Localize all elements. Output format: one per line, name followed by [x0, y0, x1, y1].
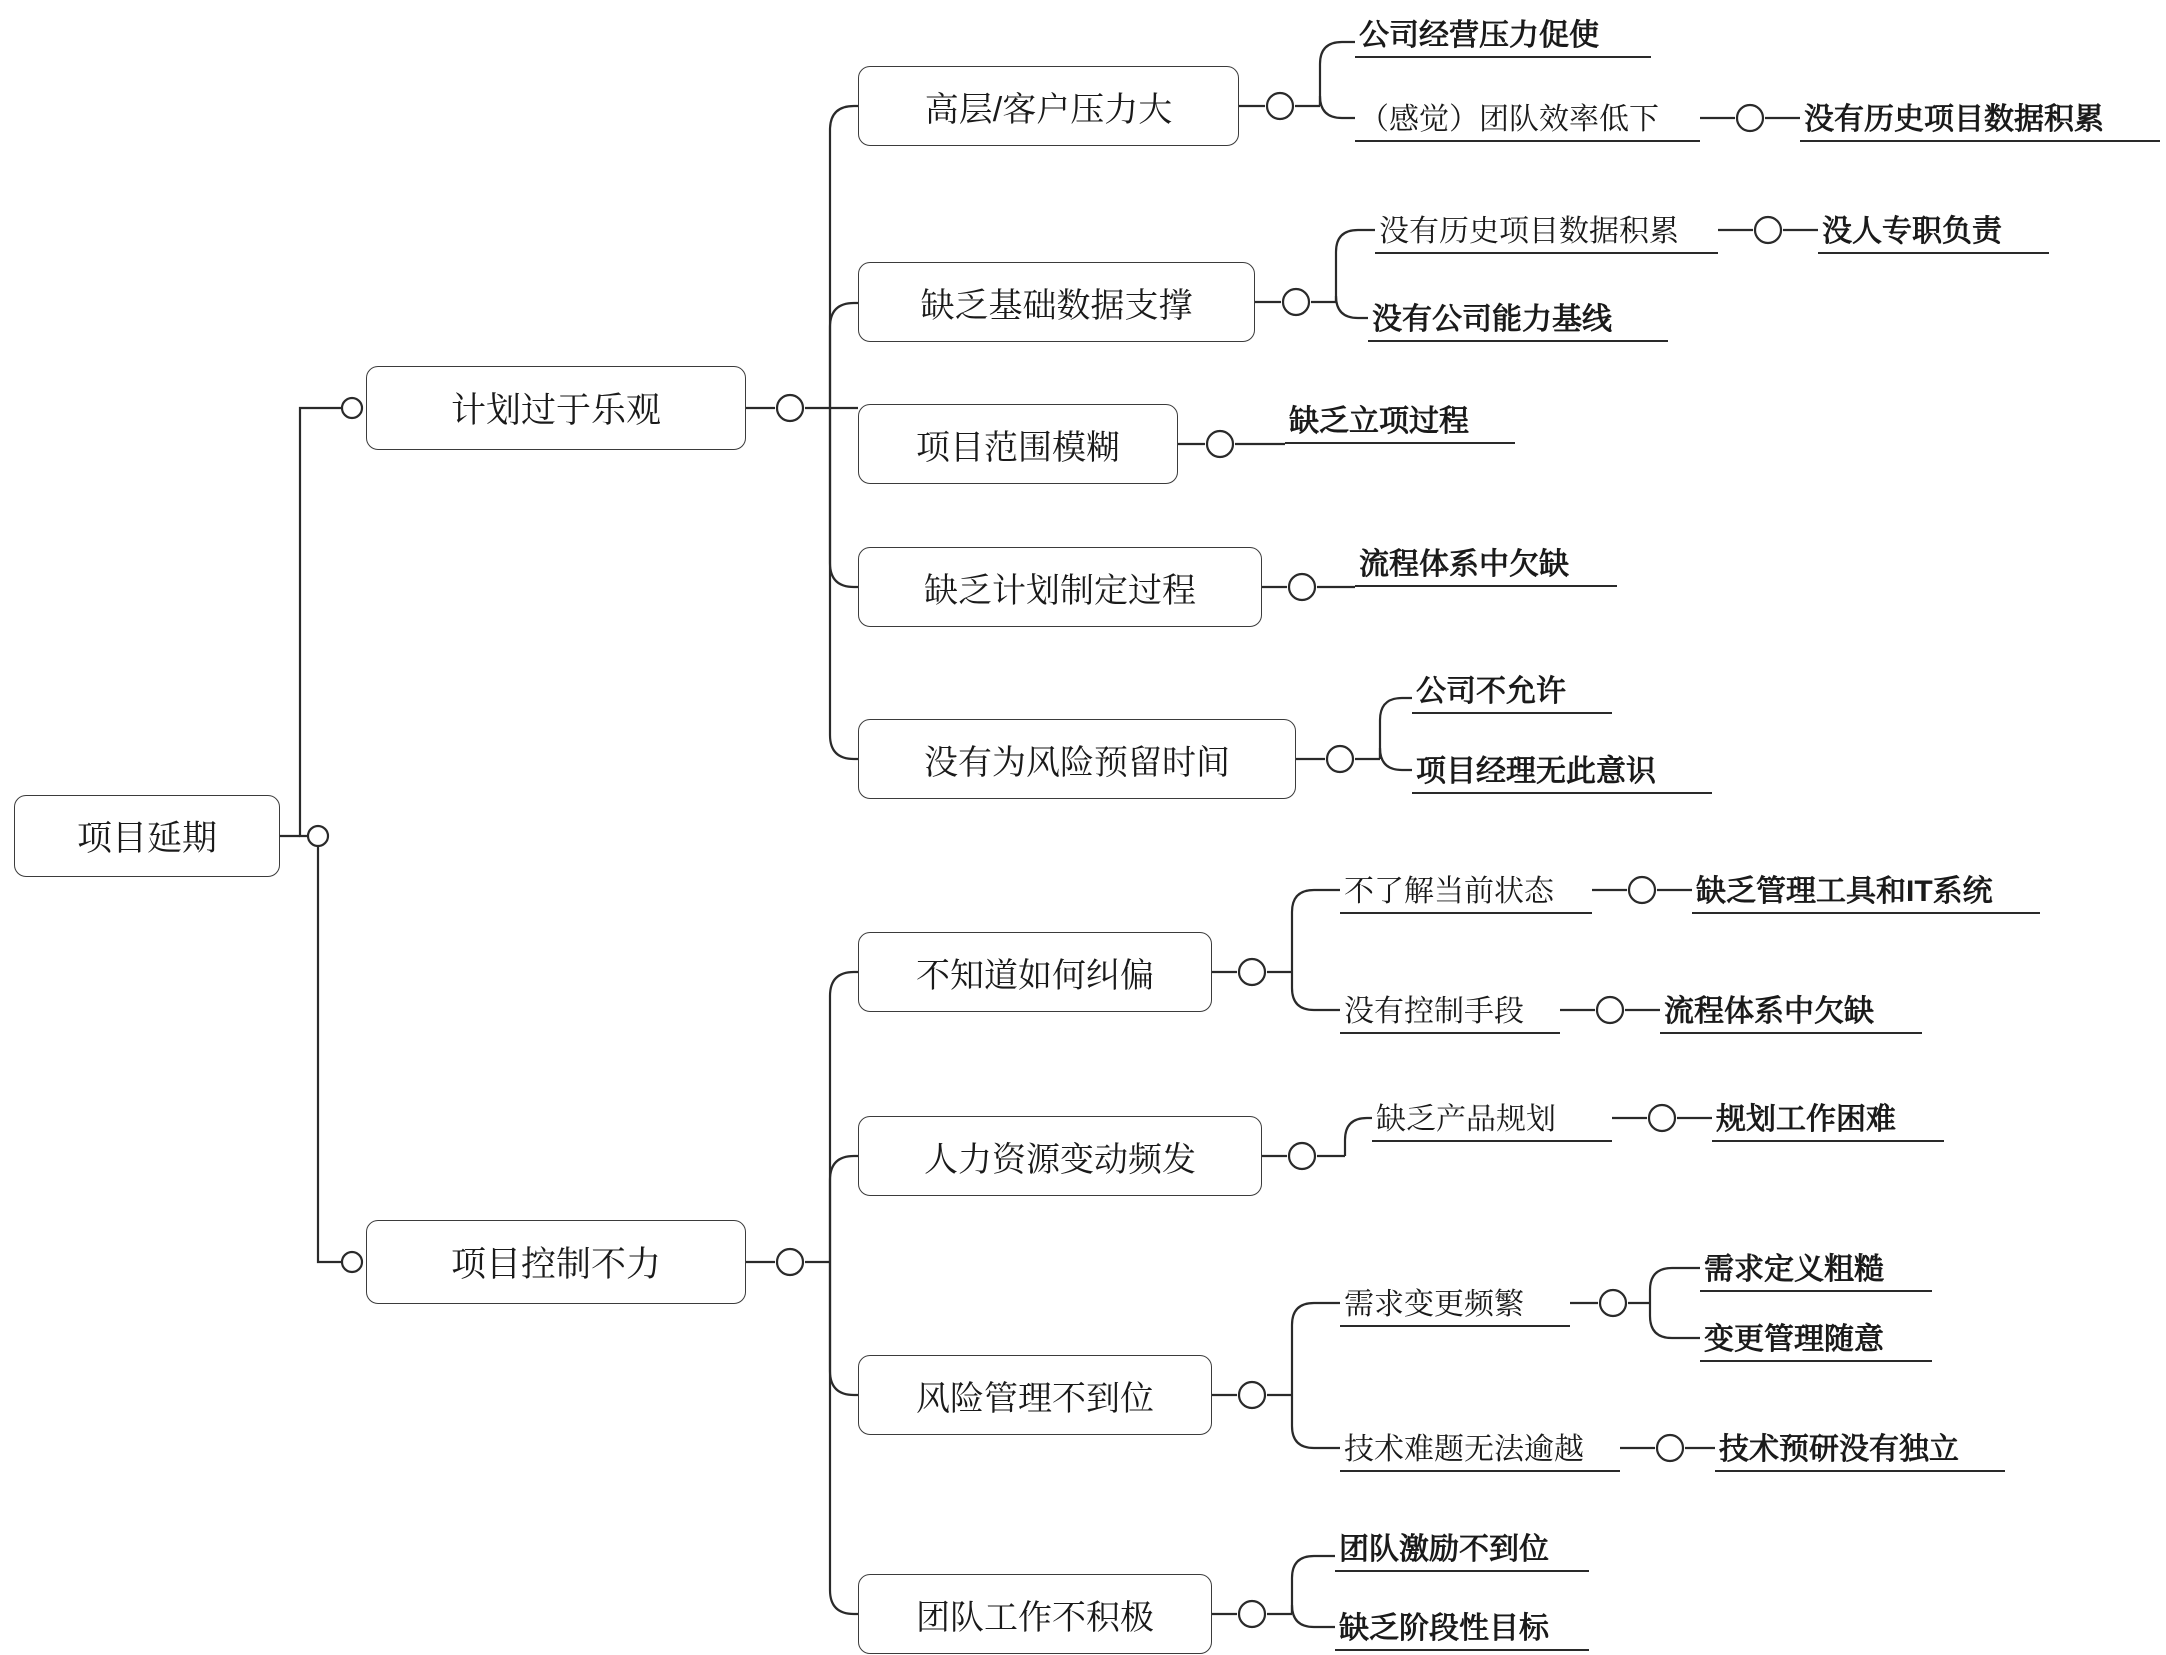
collapse-handle-b2c2[interactable] — [1289, 1143, 1315, 1169]
collapse-handle-root[interactable] — [308, 826, 328, 846]
collapse-handle-b1c1g2[interactable] — [1737, 105, 1763, 131]
node-b1-c5[interactable]: 没有为风险预留时间 — [858, 719, 1296, 799]
collapse-handle-b1c4[interactable] — [1289, 574, 1315, 600]
node-b2-c1-g1-h1[interactable]: 缺乏管理工具和IT系统 — [1692, 866, 2040, 914]
collapse-handle-b2[interactable] — [777, 1249, 803, 1275]
node-b2-c3[interactable]: 风险管理不到位 — [858, 1355, 1212, 1435]
node-b2-c3-g1-h2[interactable]: 变更管理随意 — [1700, 1314, 1932, 1362]
node-b2-c3-g2[interactable]: 技术难题无法逾越 — [1340, 1424, 1620, 1472]
collapse-handle-b1c3[interactable] — [1207, 431, 1233, 457]
branch-node-2[interactable]: 项目控制不力 — [366, 1220, 746, 1304]
node-b2-c4[interactable]: 团队工作不积极 — [858, 1574, 1212, 1654]
node-b2-c3-g2-h1[interactable]: 技术预研没有独立 — [1715, 1424, 2005, 1472]
collapse-handle-b2c1g1[interactable] — [1629, 877, 1655, 903]
collapse-handle-b1[interactable] — [777, 395, 803, 421]
node-b1-c5-g1[interactable]: 公司不允许 — [1412, 666, 1612, 714]
collapse-handle-branch-2[interactable] — [342, 1252, 362, 1272]
node-b2-c3-g1[interactable]: 需求变更频繁 — [1340, 1279, 1570, 1327]
collapse-handle-b2c4[interactable] — [1239, 1601, 1265, 1627]
node-b1-c1[interactable]: 高层/客户压力大 — [858, 66, 1239, 146]
node-b2-c1-g2[interactable]: 没有控制手段 — [1340, 986, 1560, 1034]
collapse-handle-b2c3[interactable] — [1239, 1382, 1265, 1408]
node-b1-c5-g2[interactable]: 项目经理无此意识 — [1412, 746, 1712, 794]
root-node[interactable]: 项目延期 — [14, 795, 280, 877]
collapse-handle-b2c2g1[interactable] — [1649, 1105, 1675, 1131]
node-b1-c1-g2[interactable]: （感觉）团队效率低下 — [1355, 94, 1700, 142]
node-b1-c1-g2-h1[interactable]: 没有历史项目数据积累 — [1800, 94, 2160, 142]
collapse-handle-b1c5[interactable] — [1327, 746, 1353, 772]
node-b2-c4-g2[interactable]: 缺乏阶段性目标 — [1335, 1603, 1589, 1651]
node-b1-c2-g1-h1[interactable]: 没人专职负责 — [1818, 206, 2049, 254]
collapse-handle-b2c3g1[interactable] — [1600, 1290, 1626, 1316]
collapse-handle-b1c2g1[interactable] — [1755, 217, 1781, 243]
node-b2-c4-g1[interactable]: 团队激励不到位 — [1335, 1524, 1589, 1572]
node-b2-c1[interactable]: 不知道如何纠偏 — [858, 932, 1212, 1012]
node-b2-c1-g1[interactable]: 不了解当前状态 — [1340, 866, 1592, 914]
node-b1-c3-g1[interactable]: 缺乏立项过程 — [1285, 396, 1515, 444]
collapse-handle-branch-1[interactable] — [342, 398, 362, 418]
collapse-handle-b2c1g2[interactable] — [1597, 997, 1623, 1023]
node-b1-c4-g1[interactable]: 流程体系中欠缺 — [1355, 539, 1617, 587]
collapse-handle-b2c1[interactable] — [1239, 959, 1265, 985]
collapse-handle-b1c2[interactable] — [1283, 289, 1309, 315]
branch-node-1[interactable]: 计划过于乐观 — [366, 366, 746, 450]
node-b1-c4[interactable]: 缺乏计划制定过程 — [858, 547, 1262, 627]
node-b2-c2-g1[interactable]: 缺乏产品规划 — [1372, 1094, 1612, 1142]
node-b2-c1-g2-h1[interactable]: 流程体系中欠缺 — [1660, 986, 1922, 1034]
node-b2-c3-g1-h1[interactable]: 需求定义粗糙 — [1700, 1244, 1932, 1292]
node-b1-c2-g2[interactable]: 没有公司能力基线 — [1368, 294, 1668, 342]
node-b1-c2[interactable]: 缺乏基础数据支撑 — [858, 262, 1255, 342]
collapse-handle-b2c3g2[interactable] — [1657, 1435, 1683, 1461]
node-b2-c2-g1-h1[interactable]: 规划工作困难 — [1712, 1094, 1944, 1142]
node-b1-c2-g1[interactable]: 没有历史项目数据积累 — [1375, 206, 1718, 254]
collapse-handle-b1c1[interactable] — [1267, 93, 1293, 119]
node-b1-c3[interactable]: 项目范围模糊 — [858, 404, 1178, 484]
node-b1-c1-g1[interactable]: 公司经营压力促使 — [1355, 10, 1651, 58]
node-b2-c2[interactable]: 人力资源变动频发 — [858, 1116, 1262, 1196]
